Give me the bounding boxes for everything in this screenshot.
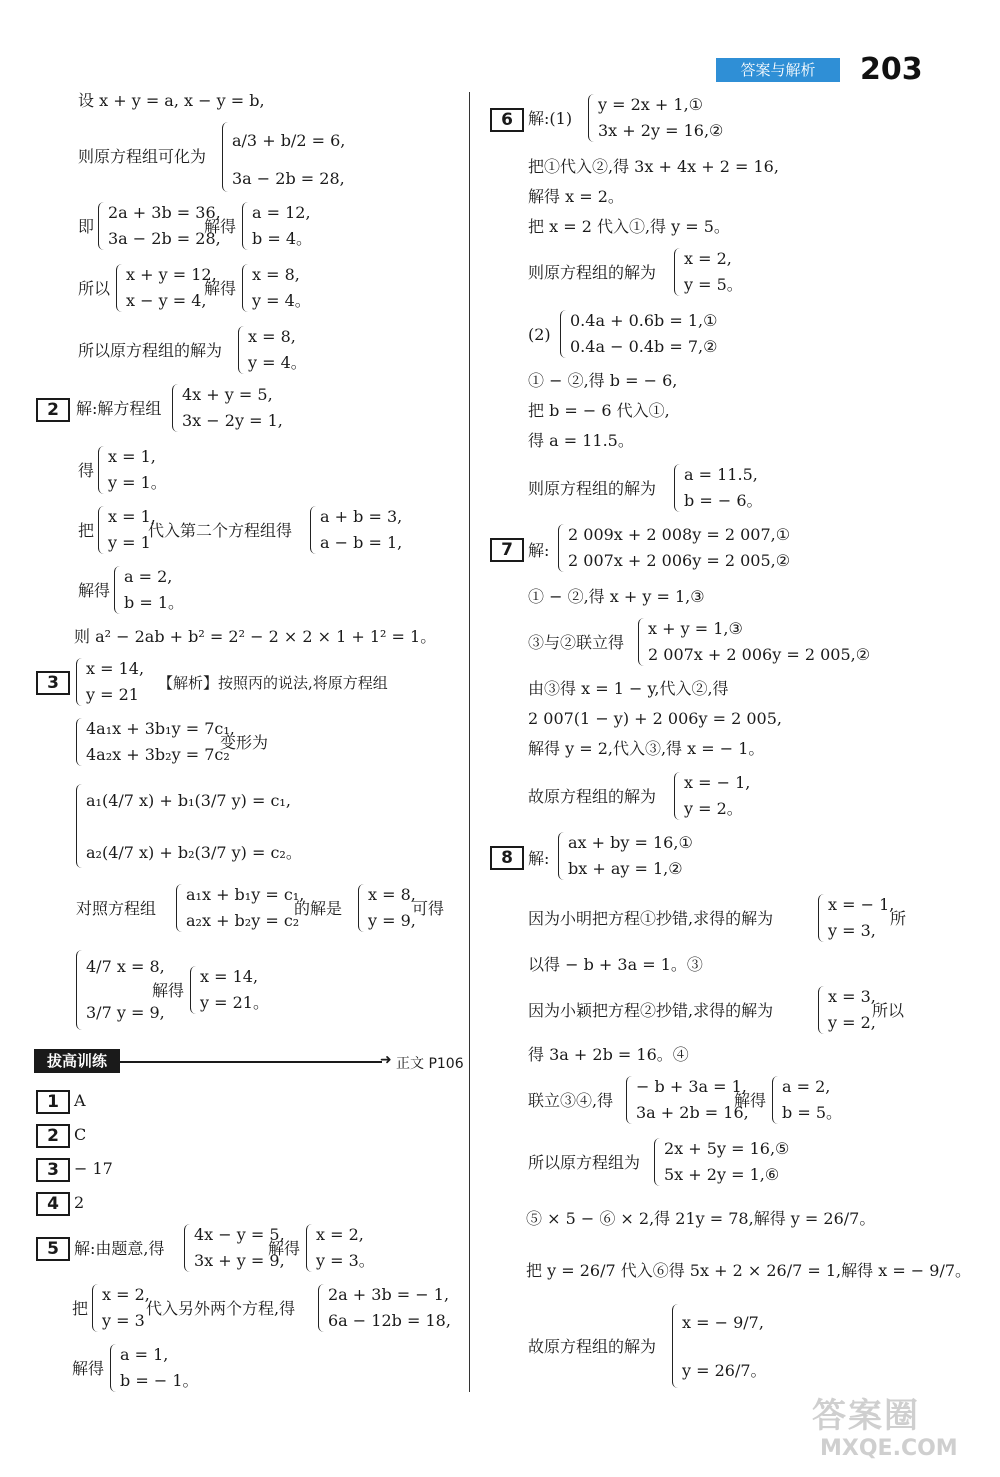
text-line: 得 3a + 2b = 16。④ (528, 1045, 689, 1064)
answer-text: 2 (74, 1193, 85, 1212)
question-number: 5 (36, 1237, 70, 1261)
text-line: 则原方程组的解为 (528, 479, 657, 498)
text-line: 则 a² − 2ab + b² = 2² − 2 × 2 × 1 + 1² = 1。 (74, 627, 437, 646)
text-line: 故原方程组的解为 (528, 787, 657, 806)
text-line: 解: (528, 849, 550, 868)
text-line: 把 b = − 6 代入①, (528, 401, 670, 420)
question-number: 3 (36, 671, 70, 695)
equation-system: 4a₁x + 3b₁y = 7c₁, 4a₂x + 3b₂y = 7c₂ (76, 718, 226, 766)
text-line: 解得 (72, 1359, 105, 1378)
question-number: 3 (36, 1158, 70, 1182)
question-number: 2 (36, 398, 70, 422)
text-line: 解: (528, 541, 550, 560)
text-line: 则原方程组的解为 (528, 263, 657, 282)
text-line: 所 (890, 909, 907, 928)
text-line: 对照方程组 (76, 899, 157, 918)
equation-system: 2a + 3b = − 1, 6a − 12b = 18, (318, 1284, 438, 1332)
question-number: 7 (490, 538, 524, 562)
equation-system: a = 2, b = 5。 (772, 1076, 832, 1124)
equation-system: a = 11.5, b = − 6。 (674, 464, 764, 512)
text-line: 得 (78, 461, 95, 480)
text-line: 设 x + y = a, x − y = b, (78, 91, 265, 110)
text-line: 所以 (78, 279, 111, 298)
equation-system: 4x + y = 5, 3x − 2y = 1, (172, 384, 272, 432)
watermark-logo: 答案圈 (812, 1396, 920, 1436)
text-line: (2) (528, 325, 551, 344)
answer-text: C (74, 1125, 87, 1144)
text-line: 解:由题意,得 (74, 1239, 165, 1258)
equation-system: x = 8, y = 4。 (242, 264, 302, 312)
equation-system: a = 12, b = 4。 (242, 202, 312, 250)
equation-system: x = 8, y = 4。 (238, 326, 298, 374)
text-line: 把 x = 2 代入①,得 y = 5。 (528, 217, 730, 236)
text-line: 把①代入②,得 3x + 4x + 2 = 16, (528, 157, 779, 176)
text-line: 故原方程组的解为 (528, 1337, 657, 1356)
text-line: ① − ②,得 x + y = 1,③ (528, 587, 705, 606)
text-line: 可得 (412, 899, 445, 918)
text-line: 代入另外两个方程,得 (146, 1299, 296, 1318)
text-line: 所以 (872, 1001, 905, 1020)
text-line: 所以原方程组为 (528, 1153, 641, 1172)
text-line: 解得 x = 2。 (528, 187, 624, 206)
equation-system: x = − 1, y = 2。 (674, 772, 754, 820)
equation-system: a = 1, b = − 1。 (110, 1344, 180, 1392)
equation-system: 0.4a + 0.6b = 1,① 0.4a − 0.4b = 7,② (560, 310, 720, 358)
equation-system: x = − 9/7, y = 26/7。 (672, 1304, 762, 1388)
text-line: 【解析】按照丙的说法,将原方程组 (158, 674, 388, 692)
question-number: 2 (36, 1124, 70, 1148)
text-line: 解得 (204, 279, 237, 298)
question-number: 4 (36, 1192, 70, 1216)
equation-system: x = 2, y = 3。 (306, 1224, 376, 1272)
answer-text: A (74, 1091, 86, 1110)
text-line: 以得 − b + 3a = 1。③ (528, 955, 703, 974)
question-number: 6 (490, 108, 524, 132)
equation-system: ax + by = 16,① bx + ay = 1,② (558, 832, 688, 880)
question-number: 1 (36, 1090, 70, 1114)
text-line: 联立③④,得 (528, 1091, 614, 1110)
text-line: 得 a = 11.5。 (528, 431, 634, 450)
text-line: ⑤ × 5 − ⑥ × 2,得 21y = 78,解得 y = 26/7。 (526, 1209, 876, 1228)
equation-system: 4/7 x = 8, 3/7 y = 9, (76, 950, 156, 1030)
equation-system: a₁(4/7 x) + b₁(3/7 y) = c₁, a₂(4/7 x) + b₂(3/7 y) = c₂。 (76, 784, 286, 868)
question-number: 8 (490, 846, 524, 870)
text-line: 解:解方程组 (76, 399, 162, 418)
page-number: 203 (860, 52, 923, 87)
equation-system: x = 1, y = 1。 (98, 446, 158, 494)
text-line: ① − ②,得 b = − 6, (528, 371, 678, 390)
text-line: 即 (78, 217, 95, 236)
header-label: 答案与解析 (716, 58, 840, 82)
section-title: 拔高训练 (34, 1049, 120, 1073)
equation-system: a₁x + b₁y = c₁, a₂x + b₂y = c₂ (176, 884, 286, 932)
text-line: ③与②联立得 (528, 633, 625, 652)
equation-system: x + y = 1,③ 2 007x + 2 006y = 2 005,② (638, 618, 858, 666)
text-line: 把 (72, 1299, 89, 1318)
equation-system: x = 2, y = 3 (92, 1284, 142, 1332)
equation-system: x + y = 12, x − y = 4, (116, 264, 206, 312)
text-line: 解得 (78, 581, 111, 600)
equation-system: − b + 3a = 1, 3a + 2b = 16, (626, 1076, 736, 1124)
equation-system: x = 2, y = 5。 (674, 248, 734, 296)
equation-system: x = 14, y = 21。 (190, 966, 260, 1014)
text-line: 变形为 (220, 733, 269, 752)
text-line: 所以原方程组的解为 (78, 341, 223, 360)
equation-system: a + b = 3, a − b = 1, (310, 506, 390, 554)
text-line: 解得 (734, 1091, 767, 1110)
text-line: 把 y = 26/7 代入⑥得 5x + 2 × 26/7 = 1,解得 x = − 9/7。 (526, 1261, 972, 1280)
answer-text: − 17 (74, 1159, 113, 1178)
equation-system: 2 009x + 2 008y = 2 007,① 2 007x + 2 006y = 2 005,② (558, 524, 778, 572)
watermark-url: MXQE.COM (820, 1436, 958, 1461)
column-divider (469, 92, 470, 1392)
equation-system: 2a + 3b = 36, 3a − 2b = 28, (98, 202, 208, 250)
equation-system: a/3 + b/2 = 6, 3a − 2b = 28, (222, 122, 332, 192)
equation-system: 4x − y = 5, 3x + y = 9, (184, 1224, 274, 1272)
text-line: 解得 (268, 1239, 301, 1258)
text-line: 解:(1) (528, 109, 573, 128)
text-line: 解得 (152, 981, 185, 1000)
text-line: 由③得 x = 1 − y,代入②,得 (528, 679, 729, 698)
text-line: 解得 (204, 217, 237, 236)
equation-system: x = − 1, y = 3, (818, 894, 888, 942)
equation-system: x = 14, y = 21 (76, 658, 146, 706)
section-line (120, 1061, 382, 1063)
equation-system: x = 1, y = 1 (98, 506, 148, 554)
text-line: 因为小明把方程①抄错,求得的解为 (528, 909, 774, 928)
text-line: 的解是 (294, 899, 343, 918)
arrow-right-icon: ➜ (380, 1052, 392, 1068)
equation-system: a = 2, b = 1。 (114, 566, 174, 614)
text-line: 因为小颖把方程②抄错,求得的解为 (528, 1001, 774, 1020)
text-line: 2 007(1 − y) + 2 006y = 2 005, (528, 709, 782, 728)
equation-system: 2x + 5y = 16,⑤ 5x + 2y = 1,⑥ (654, 1138, 794, 1186)
equation-system: x = 3, y = 2, (818, 986, 868, 1034)
section-reference: 正文 P106 (396, 1056, 464, 1072)
equation-system: y = 2x + 1,① 3x + 2y = 16,② (588, 94, 708, 142)
text-line: 把 (78, 521, 95, 540)
text-line: 代入第二个方程组得 (148, 521, 293, 540)
equation-system: x = 8, y = 9, (358, 884, 408, 932)
text-line: 解得 y = 2,代入③,得 x = − 1。 (528, 739, 765, 758)
text-line: 则原方程组可化为 (78, 147, 207, 166)
